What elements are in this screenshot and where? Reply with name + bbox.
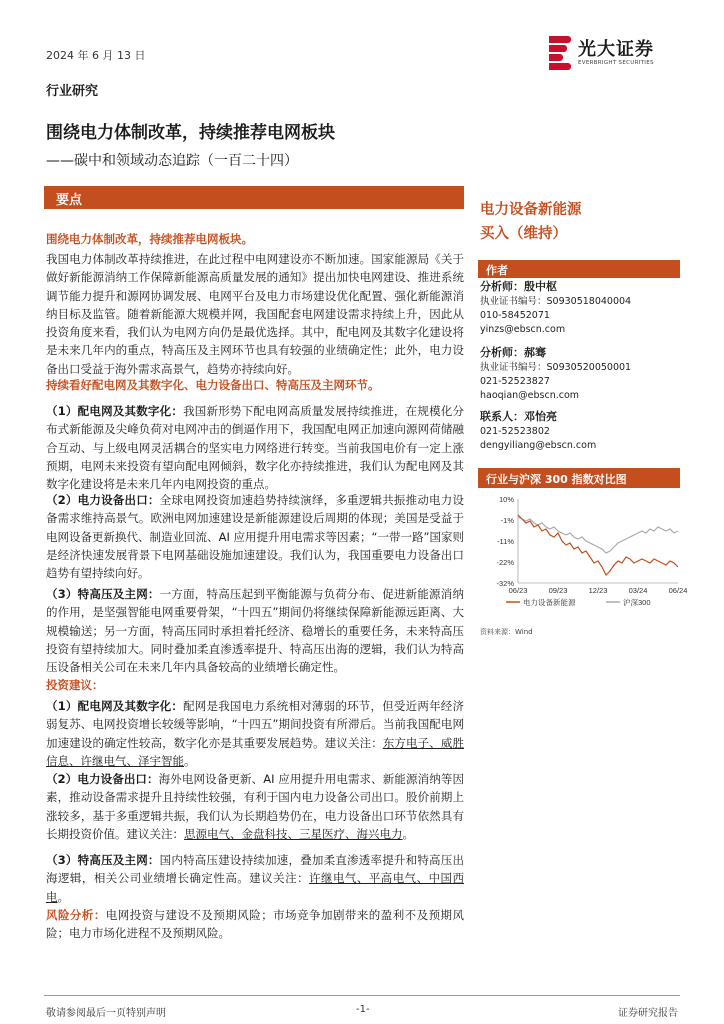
y-tick-label: -1% <box>500 516 514 525</box>
company-logo <box>549 34 681 74</box>
para-end: 。 <box>402 826 414 841</box>
para-label: （3）特高压及主网： <box>46 587 160 601</box>
report-title: 围绕电力体制改革，持续推荐电网板块 <box>46 123 335 143</box>
x-tick-label: 06/24 <box>668 586 688 595</box>
paragraph-invest-1 <box>46 697 464 770</box>
footer-divider <box>44 995 680 996</box>
stock-links[interactable]: 思源电气、金盘科技、三星医疗、海兴电力 <box>184 826 403 841</box>
page-number: -1- <box>356 1004 370 1015</box>
para-label: 风险分析： <box>46 908 106 922</box>
x-tick-label: 12/23 <box>588 586 608 595</box>
subheading-focus: 持续看好配电网及其数字化、电力设备出口、特高压及主网环节。 <box>46 378 380 392</box>
analyst-name: 分析师：殷中枢 <box>480 280 557 293</box>
analyst-cert: 执业证书编号：S0930520050001 <box>480 362 632 373</box>
x-tick-label: 03/24 <box>628 586 648 595</box>
contact-name: 联系人：邓怡亮 <box>480 410 557 423</box>
series-line-sector <box>518 515 678 575</box>
legend-label: 电力设备新能源 <box>523 598 576 607</box>
footer-disclaimer[interactable]: 敬请参阅最后一页特别声明 <box>46 1008 166 1019</box>
analyst-email[interactable]: haoqian@ebscn.com <box>480 390 580 401</box>
logo-text-en: EVERBRIGHT SECURITIES <box>578 60 654 66</box>
contact <box>480 410 596 453</box>
analyst-name: 分析师：郝骞 <box>480 346 546 359</box>
report-subtitle: ——碳中和领域动态追踪（一百二十四） <box>46 153 298 169</box>
stock-links[interactable]: 许继电气、平高电气、中国西电 <box>46 871 465 904</box>
para-text: 国内特高压建设持续加速，叠加柔直渗透率提升和特高压出海逻辑，相关公司业绩增长确定性高。建议关注： <box>46 853 464 886</box>
summary-paragraph: 我国电力体制改革持续推进，在此过程中电网建设亦不断加速。国家能源局《关于做好新能源消纳工作保障新能源高质量发展的通知》提出加快电网建设、推进系统调节能力提升和源网协调发展、电网平台及电力市场建设优化配置、强化新能源消纳目标及监管。随着新能源大规模并网，我国配套电网建设需求持续上升，因此从投资角度来看，我们认为电网方向仍是最优选择。其中，配电网及其数字化建设将是未来几年内的重点，特高压及主网环节也具有较强的业绩确定性；此外，电力设备出口受益于海外需求高景气，趋势亦持续向好。 <box>46 252 464 376</box>
series-line-hs300 <box>518 517 678 553</box>
section-header-keypoints: 要点 <box>44 186 464 208</box>
para-end: 。 <box>184 753 196 768</box>
rating: 买入（维持） <box>480 226 567 242</box>
paragraph-uhv <box>46 585 464 676</box>
para-end: 。 <box>57 889 69 904</box>
analyst-email[interactable]: yinzs@ebscn.com <box>480 324 566 335</box>
paragraph-distribution-grid <box>46 402 464 493</box>
para-label: （2）电力设备出口： <box>46 493 160 507</box>
chart-header: 行业与沪深 300 指数对比图 <box>478 468 680 488</box>
contact-email[interactable]: dengyiliang@ebscn.com <box>480 440 597 451</box>
analyst-cert: 执业证书编号：S0930518040004 <box>480 296 632 307</box>
para-text: 我国新形势下配电网高质量发展持续推进，在规模化分布式新能源及尖峰负荷对电网冲击的倒逼作用下，我国配电网正加速向源网荷储融合互动、与上级电网灵活耦合的坚实电力网络进行转变。当前我国电价有一定上涨预期，电网未来投资有望向配电网倾斜，数字化亦持续推进，我们认为配电网及其数字化建设将是未来几年内电网投资的重点。 <box>46 404 464 492</box>
subheading-investment: 投资建议： <box>46 678 104 692</box>
y-tick-label: -32% <box>496 579 514 588</box>
y-tick-label: -11% <box>497 537 514 546</box>
para-text: 配网是我国电力系统相对薄弱的环节，但受近两年经济弱复苏、电网投资增长较缓等影响，“十四五”期间投资有所滞后。当前我国配电网加速建设的确定性较高，数字化亦是其重要发展趋势。建议关注： <box>46 699 464 750</box>
contact-phone: 021-52523802 <box>480 426 550 437</box>
paragraph-risk <box>46 906 464 943</box>
report-date: 2024 年 6 月 13 日 <box>46 49 146 62</box>
x-tick-label: 09/23 <box>548 586 568 595</box>
para-text: 电网投资与建设不及预期风险；市场竞争加剧带来的盈利不及预期风险；电力市场化进程不及预期风险。 <box>46 908 464 941</box>
para-text: 全球电网投资加速趋势持续演绎，多重逻辑共振推动电力设备需求维持高景气。欧洲电网加速建设是新能源建设后周期的体现；美国是受益于电网设备更新换代、制造业回流、AI 应用提升用电需求等因素；“一带一路”国家则是经济快速发展背景下电网基础设施加速建设。我们认为，我国重要电力设备出口趋势有望持续向好。 <box>46 493 464 581</box>
x-tick-label: 06/23 <box>508 586 528 595</box>
comparison-chart <box>478 493 688 625</box>
sector-name: 电力设备新能源 <box>480 202 582 218</box>
para-label: （1）配电网及其数字化： <box>46 404 184 418</box>
para-text: 海外电网设备更新、AI 应用提升用电需求、新能源消纳等因素，推动设备需求提升且持续性较强，有利于国内电力设备公司出口。股价前期上涨较多，基于多重逻辑共振，我们认为长期趋势仍在，电力设备出口环节依然具有长期投资价值。建议关注： <box>46 772 464 841</box>
analyst-2 <box>480 346 631 403</box>
legend-label: 沪深300 <box>623 598 651 607</box>
paragraph-invest-3 <box>46 851 464 906</box>
lead-statement: 围绕电力体制改革，持续推荐电网板块。 <box>46 232 253 246</box>
section-divider <box>44 208 464 209</box>
para-label: （3）特高压及主网： <box>46 853 160 867</box>
stock-links[interactable]: 东方电子、威胜信息、许继电气、泽宇智能 <box>46 735 464 768</box>
analyst-phone: 021-52523827 <box>480 376 550 387</box>
chart-source: 资料来源：Wind <box>480 628 533 636</box>
para-text: 一方面，特高压起到平衡能源与负荷分布、促进新能源消纳的作用，是坚强智能电网重要骨架，“十四五”期间仍将继续保障新能源远距离、大规模输送；另一方面，特高压同时承担着托经济、稳增长的重要任务，未来特高压投资有望持续加大。同时叠加柔直渗透率提升、特高压出海的逻辑，我们认为特高压设备相关公司在未来几年内具备较高的业绩增长确定性。 <box>46 587 464 675</box>
paragraph-invest-2 <box>46 770 464 843</box>
report-type: 行业研究 <box>46 84 99 99</box>
author-header: 作者 <box>478 260 680 278</box>
chart-svg <box>478 493 688 625</box>
analyst-phone: 010-58452071 <box>480 310 550 321</box>
logo-text-cn: 光大证券 <box>578 39 654 60</box>
footer-report-label: 证券研究报告 <box>618 1008 678 1019</box>
y-tick-label: -22% <box>496 558 514 567</box>
logo-mark-icon <box>549 36 571 70</box>
analyst-1 <box>480 280 631 337</box>
para-label: （2）电力设备出口： <box>46 772 159 786</box>
para-label: （1）配电网及其数字化： <box>46 699 184 713</box>
y-tick-label: 10% <box>498 495 514 504</box>
paragraph-equipment-export <box>46 491 464 582</box>
